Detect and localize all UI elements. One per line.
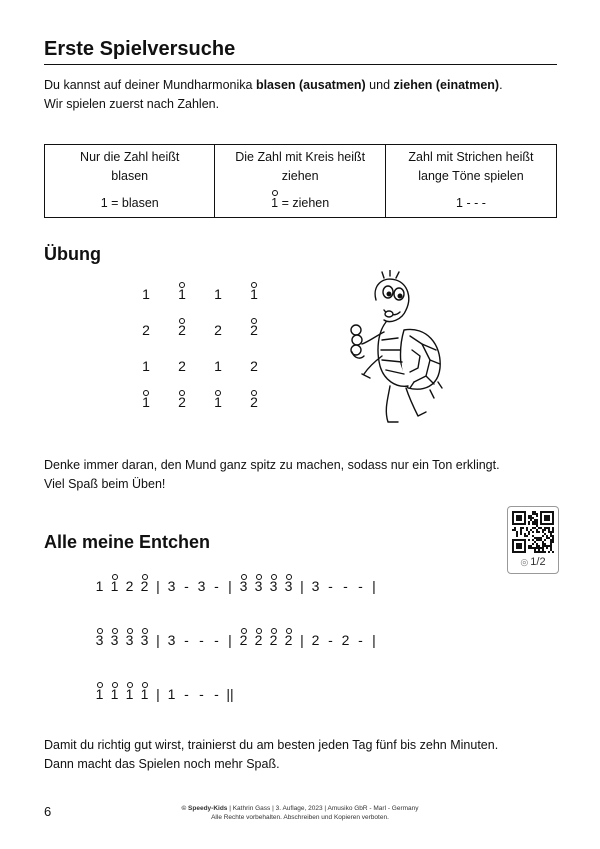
draw-circle-icon xyxy=(251,318,257,324)
draw-note: 1 xyxy=(128,394,164,410)
closing-line-1: Damit du richtig gut wirst, trainierst du am besten jeden Tag fünf bis zehn Minuten. xyxy=(44,738,499,752)
draw-note: 2 xyxy=(236,394,272,410)
blow-note: 2 xyxy=(311,632,320,648)
melody-line-1 xyxy=(92,578,380,594)
hold-dash: - xyxy=(199,686,204,702)
page-number: 6 xyxy=(44,804,52,819)
draw-circle-icon xyxy=(271,628,277,634)
draw-circle-icon xyxy=(241,628,247,634)
hold-dash: - xyxy=(214,578,219,594)
blow-note: 1 xyxy=(214,286,222,302)
draw-circle-icon xyxy=(112,682,118,688)
intro-line-2: Wir spielen zuerst nach Zahlen. xyxy=(44,97,220,111)
draw-circle-icon xyxy=(241,574,247,580)
legend-example-long: 1 - - - xyxy=(456,196,486,210)
blow-note: 1 xyxy=(167,686,176,702)
hold-dash: - xyxy=(358,578,363,594)
draw-note: 1 xyxy=(200,394,236,410)
draw-circle-icon xyxy=(97,682,103,688)
melody-line-3 xyxy=(92,686,236,702)
draw-note: 2 xyxy=(236,322,272,338)
draw-circle-icon xyxy=(127,682,133,688)
blow-note: 3 xyxy=(167,578,176,594)
copyright-footer xyxy=(150,804,450,822)
draw-note: 2 xyxy=(137,578,152,594)
hold-dash: - xyxy=(184,578,189,594)
draw-circle-icon xyxy=(97,628,103,634)
draw-note: 1 xyxy=(122,686,137,702)
copyright-line: © Speedy-Kids | Kathrin Gass | 3. Auflage, 2023 | Amusiko GbR - Marl - Germany xyxy=(181,805,419,812)
hold-dash: - xyxy=(214,632,219,648)
hold-dash: - xyxy=(343,578,348,594)
bar-line: | xyxy=(300,632,304,648)
draw-note: 3 xyxy=(236,578,251,594)
bar-line: | xyxy=(300,578,304,594)
blow-note: 3 xyxy=(197,578,206,594)
notation-legend-table xyxy=(44,144,557,218)
legend-example-blow: 1 = blasen xyxy=(100,196,159,210)
draw-note: 3 xyxy=(122,632,137,648)
blow-note: 1 xyxy=(142,286,150,302)
draw-note: 1 xyxy=(137,686,152,702)
audio-track-label: ◎ 1/2 xyxy=(520,556,546,568)
cd-icon: ◎ xyxy=(520,557,529,567)
blow-note: 2 xyxy=(214,322,222,338)
bar-line: | xyxy=(372,578,376,594)
blow-note: 2 xyxy=(178,358,186,374)
draw-circle-icon xyxy=(256,574,262,580)
exercise-notation-grid xyxy=(128,266,272,410)
bar-line: | xyxy=(228,578,232,594)
bar-line: | xyxy=(372,632,376,648)
bar-line: | xyxy=(156,686,160,702)
blow-note: 2 xyxy=(125,578,134,594)
song-title: Alle meine Entchen xyxy=(44,532,211,552)
draw-note: 3 xyxy=(137,632,152,648)
draw-circle-icon xyxy=(142,682,148,688)
draw-circle-icon xyxy=(215,390,221,396)
closing-text xyxy=(44,736,564,774)
draw-note: 1 xyxy=(236,286,272,302)
section-title: Erste Spielversuche xyxy=(44,38,236,60)
blow-note: 3 xyxy=(167,632,176,648)
bar-line: | xyxy=(156,578,160,594)
blow-note: 3 xyxy=(311,578,320,594)
exercise-row xyxy=(128,338,272,374)
draw-circle-icon xyxy=(179,318,185,324)
draw-note: 2 xyxy=(236,632,251,648)
legend-cell-long: Zahl mit Strichen heißt lange Töne spielen 1 - - - xyxy=(385,145,556,218)
hold-dash: - xyxy=(184,686,189,702)
draw-circle-icon xyxy=(142,574,148,580)
draw-circle-icon xyxy=(142,628,148,634)
draw-circle-icon xyxy=(179,390,185,396)
qr-code-icon[interactable] xyxy=(512,511,554,553)
draw-circle-icon xyxy=(112,574,118,580)
bar-line: || xyxy=(226,686,234,702)
hold-dash: - xyxy=(358,632,363,648)
hold-dash: - xyxy=(328,632,333,648)
blow-note: 1 xyxy=(214,358,222,374)
legend-cell-draw: Die Zahl mit Kreis heißt ziehen 1 = ziehen xyxy=(215,145,385,218)
exercise-row xyxy=(128,266,272,302)
draw-circle-icon xyxy=(251,390,257,396)
turtle-illustration xyxy=(326,270,450,432)
draw-circle-icon xyxy=(251,282,257,288)
draw-note: 2 xyxy=(164,394,200,410)
draw-circle-icon xyxy=(256,628,262,634)
melody-line-2 xyxy=(92,632,380,648)
draw-note: 3 xyxy=(107,632,122,648)
hold-dash: - xyxy=(184,632,189,648)
exercise-title: Übung xyxy=(44,244,101,264)
intro-line-1: Du kannst auf deiner Mundharmonika blasen (ausatmen) und ziehen (einatmen). xyxy=(44,78,503,92)
blow-note: 1 xyxy=(95,578,104,594)
draw-circle-icon xyxy=(271,574,277,580)
draw-note: 2 xyxy=(164,322,200,338)
blow-note: 1 xyxy=(142,358,150,374)
hold-dash: - xyxy=(214,686,219,702)
blow-note: 2 xyxy=(250,358,258,374)
hold-dash: - xyxy=(199,632,204,648)
draw-circle-icon xyxy=(112,628,118,634)
legend-cell-blow: Nur die Zahl heißt blasen 1 = blasen xyxy=(45,145,215,218)
exercise-row xyxy=(128,374,272,410)
draw-note: 2 xyxy=(281,632,296,648)
draw-circle-icon xyxy=(286,574,292,580)
draw-circle-icon xyxy=(272,190,278,196)
legend-example-draw: 1 = ziehen xyxy=(219,194,380,213)
draw-note: 1 xyxy=(107,578,122,594)
exercise-row xyxy=(128,302,272,338)
blow-note: 2 xyxy=(142,322,150,338)
draw-circle-icon xyxy=(179,282,185,288)
draw-note: 1 xyxy=(164,286,200,302)
draw-note: 3 xyxy=(92,632,107,648)
rights-line: Alle Rechte vorbehalten. Abschreiben und Kopieren verboten. xyxy=(211,814,389,821)
draw-note: 3 xyxy=(266,578,281,594)
draw-note: 3 xyxy=(281,578,296,594)
draw-note: 1 xyxy=(107,686,122,702)
reminder-line-2: Viel Spaß beim Üben! xyxy=(44,477,166,491)
draw-note: 2 xyxy=(251,632,266,648)
draw-circle-icon xyxy=(286,628,292,634)
qr-code-card[interactable] xyxy=(507,506,559,574)
draw-circle-icon xyxy=(143,390,149,396)
reminder-line-1: Denke immer daran, den Mund ganz spitz zu machen, sodass nur ein Ton erklingt. xyxy=(44,458,500,472)
hold-dash: - xyxy=(328,578,333,594)
draw-note: 3 xyxy=(251,578,266,594)
blow-note: 2 xyxy=(341,632,350,648)
draw-note: 1 xyxy=(92,686,107,702)
closing-line-2: Dann macht das Spielen noch mehr Spaß. xyxy=(44,757,280,771)
draw-note: 2 xyxy=(266,632,281,648)
title-underline xyxy=(44,64,557,65)
reminder-text xyxy=(44,456,564,494)
bar-line: | xyxy=(156,632,160,648)
draw-circle-icon xyxy=(127,628,133,634)
intro-text xyxy=(44,76,564,114)
bar-line: | xyxy=(228,632,232,648)
